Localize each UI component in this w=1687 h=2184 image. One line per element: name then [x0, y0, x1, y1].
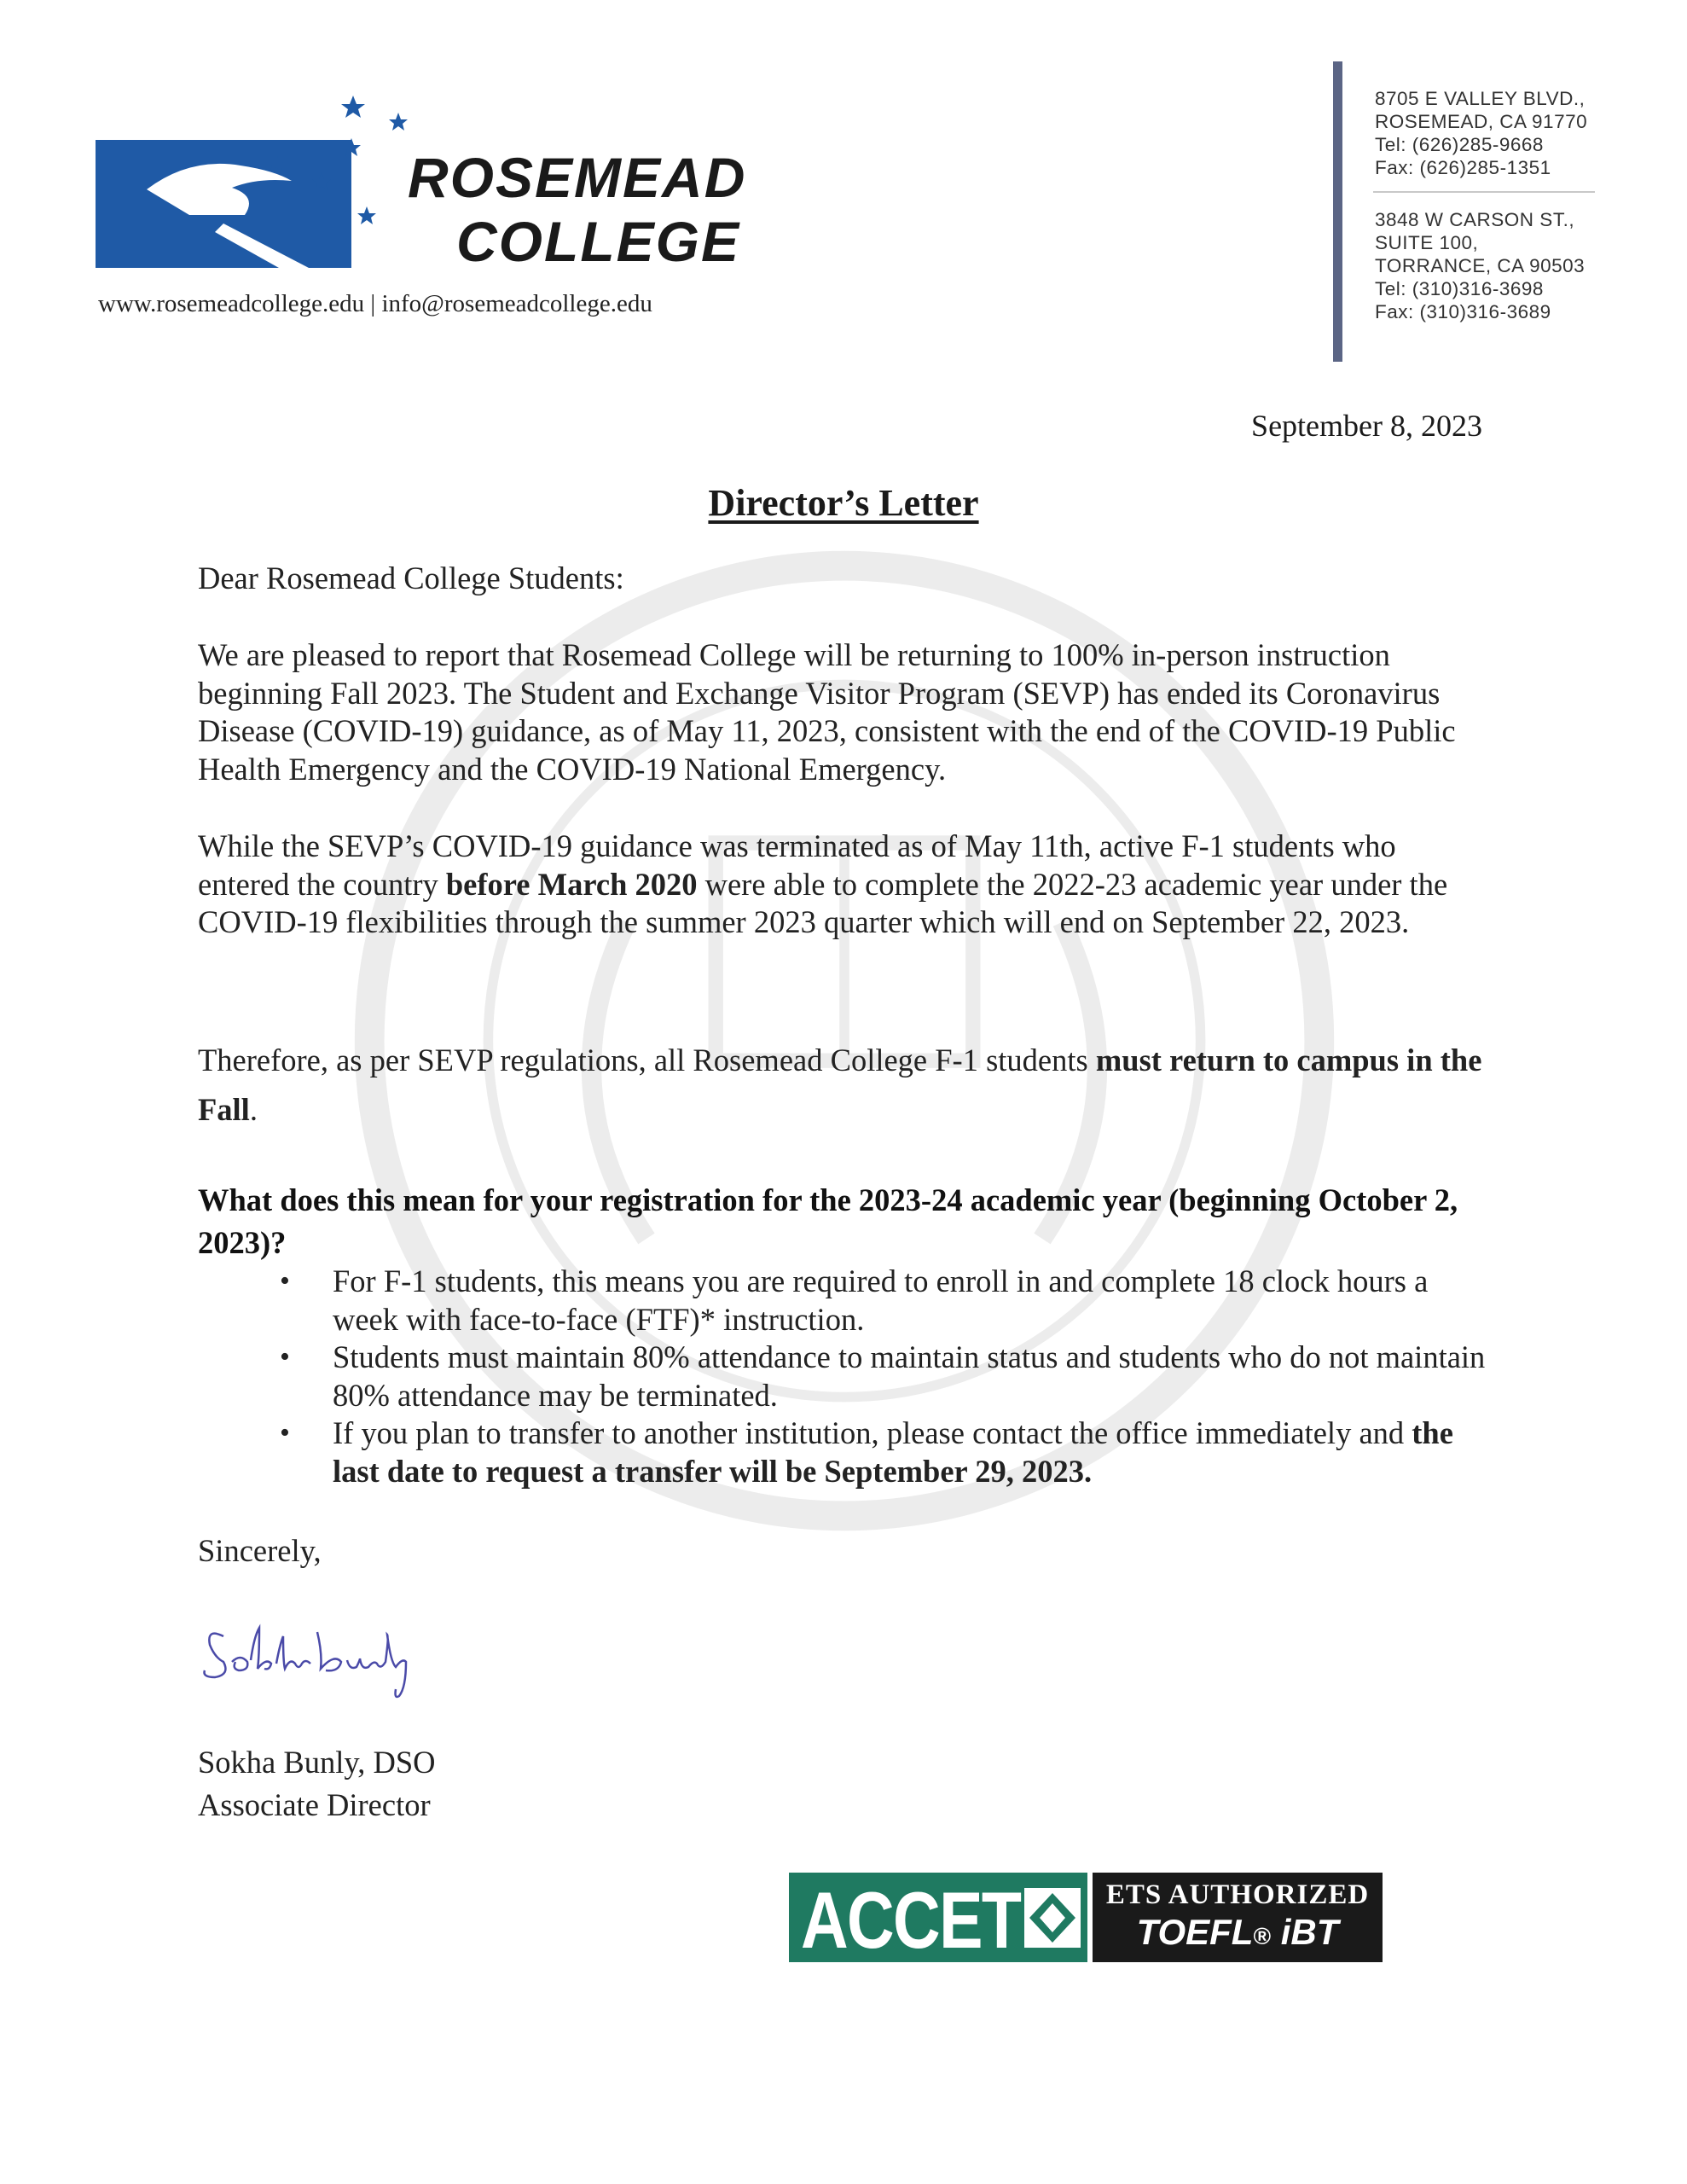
paragraph-3	[198, 1036, 1494, 1135]
address-line: 8705 E VALLEY BLVD.,	[1375, 88, 1586, 109]
bullet-emphasis: the last date to request a transfer will be September 29, 2023.	[333, 1415, 1453, 1489]
accet-logo	[789, 1873, 1087, 1965]
ets-toefl-ibt-logo	[1093, 1873, 1383, 1990]
paragraph-3-emphasis: must return to campus in the Fall	[198, 1043, 1482, 1127]
accet-logo-text: ACCET	[801, 1875, 1021, 1965]
registration-question: What does this mean for your registration for the 2023-24 academic year (beginning October 2, 2023)?	[198, 1182, 1458, 1260]
contact-line: www.rosemeadcollege.edu | info@rosemeadcollege.edu	[98, 290, 652, 317]
paragraph-2-text-end: were able to complete the 2022-23 academic year under the COVID-19 flexibilities through the summer 2023 quarter which will end on September 22, 2023.	[198, 866, 1448, 939]
ets-authorized-text: ETS AUTHORIZED	[1105, 1879, 1370, 1910]
handwritten-signature	[198, 1611, 420, 1705]
address-line: Fax: (626)285-1351	[1375, 157, 1551, 178]
toefl-ibt-center-text: TOEFL® iBT CENTER	[1136, 1912, 1339, 1990]
paragraph-1: We are pleased to report that Rosemead College will be returning to 100% in-person instruction beginning Fall 2023. The Student and Exchange Visitor Program (SEVP) has ended its Coronavirus Disease (COVID-19) guidance, as of May 11, 2023, consistent with the end of the COVID-19 Public Health Emergency and the COVID-19 National Emergency.	[198, 637, 1456, 787]
letter-date: September 8, 2023	[1251, 409, 1482, 443]
address-line: SUITE 100,	[1375, 232, 1479, 253]
toefl-text: TOEFL	[1136, 1912, 1254, 1952]
paragraph-2-emphasis: before March 2020	[445, 866, 698, 902]
address-line: TORRANCE, CA 90503	[1375, 255, 1586, 276]
paragraph-3-text-end: .	[249, 1092, 258, 1127]
bullet-item: • For F-1 students, this means you are required to enroll in and complete 18 clock hours a week with face-to-face (FTF)* instruction.	[333, 1263, 1494, 1339]
closing: Sincerely,	[198, 1533, 322, 1568]
address-line: ROSEMEAD, CA 91770	[1375, 111, 1588, 132]
brand-name-college: COLLEGE	[456, 210, 741, 273]
address-accent-bar	[1333, 61, 1342, 362]
address-line: Tel: (310)316-3698	[1375, 278, 1544, 299]
bullet-text: If you plan to transfer to another institution, please contact the office immediately and	[333, 1415, 1412, 1450]
address-divider	[1373, 191, 1595, 193]
paragraph-2-text: While the SEVP’s COVID-19 guidance was terminated as of May 11th, active F-1 students who entered the country	[198, 828, 1396, 902]
paragraph-3-text: Therefore, as per SEVP regulations, all Rosemead College F-1 students	[198, 1043, 1096, 1077]
letter-title: Director’s Letter	[708, 482, 979, 524]
address-line: 3848 W CARSON ST.,	[1375, 209, 1575, 230]
ibt-text: iBT	[1280, 1912, 1339, 1952]
signer-name: Sokha Bunly, DSO	[198, 1745, 436, 1780]
greeting: Dear Rosemead College Students:	[198, 561, 624, 595]
center-text: CENTER	[1188, 1964, 1287, 1990]
address-line: Fax: (310)316-3689	[1375, 301, 1551, 322]
brand-name-rosemead: ROSEMEAD	[408, 146, 747, 209]
address-line: Tel: (626)285-9668	[1375, 134, 1544, 155]
signer-title: Associate Director	[198, 1787, 431, 1822]
accet-diamond-icon	[1024, 1888, 1081, 1948]
address-torrance	[1375, 208, 1585, 323]
bullet-item: • Students must maintain 80% attendance to maintain status and students who do not maintain 80% attendance may be terminated.	[333, 1339, 1494, 1414]
paragraph-2	[198, 828, 1494, 942]
bullet-item	[333, 1414, 1494, 1490]
address-rosemead	[1375, 87, 1587, 179]
registration-bullets	[198, 1263, 1494, 1490]
